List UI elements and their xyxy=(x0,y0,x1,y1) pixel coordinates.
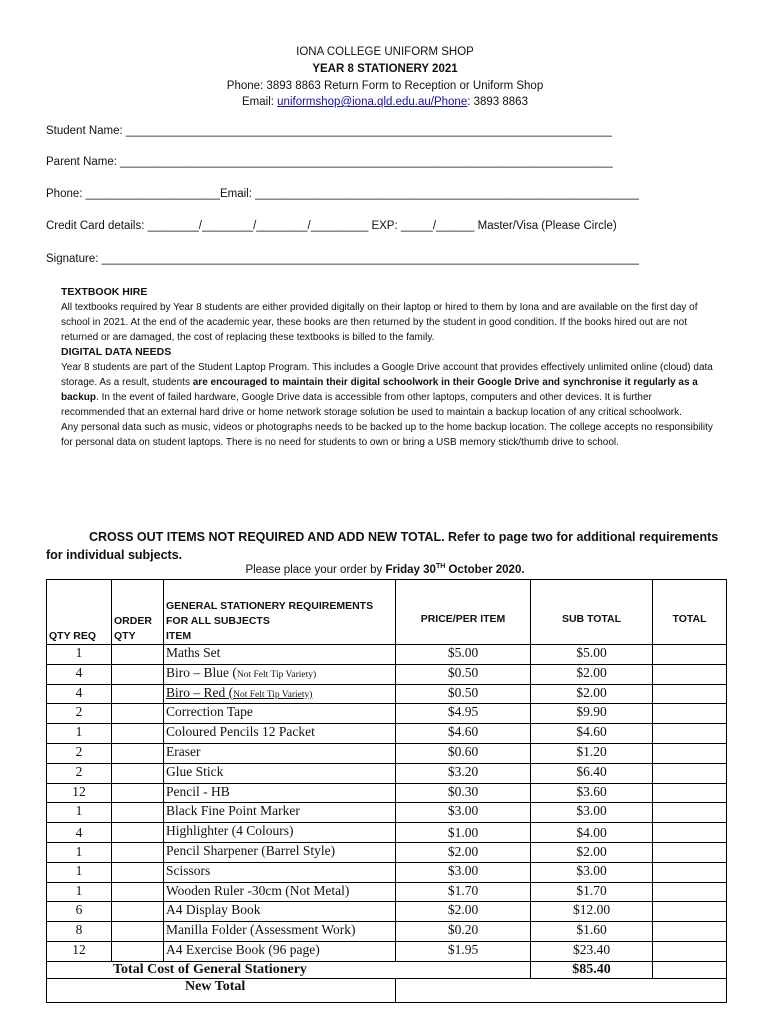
qty-cell: 8 xyxy=(47,922,112,942)
item-name: Scissors xyxy=(166,862,211,878)
price-cell: $3.20 xyxy=(396,763,531,783)
table-row xyxy=(47,724,727,744)
table-row xyxy=(47,941,727,961)
price-cell: $3.00 xyxy=(396,803,531,823)
header-phone: Phone: 3893 8863 Return Form to Reception or Uniform Shop xyxy=(226,80,544,92)
table-row xyxy=(47,862,727,882)
order-qty-cell[interactable] xyxy=(112,902,164,922)
col-total: TOTAL xyxy=(653,580,727,645)
total-cell[interactable] xyxy=(653,842,727,862)
new-total-label: New Total xyxy=(47,978,396,1002)
cross-out-instruction: CROSS OUT ITEMS NOT REQUIRED AND ADD NEW TOTAL. Refer to page two for additional requirements for individual subjects. xyxy=(46,530,719,562)
price-cell: $1.00 xyxy=(396,823,531,843)
price-cell: $3.00 xyxy=(396,862,531,882)
item-name: Wooden Ruler -30cm (Not Metal) xyxy=(166,882,350,898)
signature-field[interactable]: Signature: ____________________________________________________________________________________ xyxy=(46,253,639,265)
table-row xyxy=(47,763,727,783)
table-row xyxy=(47,882,727,902)
item-name-cell xyxy=(164,941,396,961)
item-name-cell xyxy=(164,724,396,744)
item-name-cell xyxy=(164,704,396,724)
order-deadline: Please place your order by Friday 30TH October 2020. xyxy=(245,563,525,576)
qty-cell: 2 xyxy=(47,743,112,763)
order-qty-cell[interactable] xyxy=(112,803,164,823)
item-note: Not Felt Tip Variety) xyxy=(233,689,313,700)
subtotal-cell: $1.20 xyxy=(531,743,653,763)
subtotal-cell: $2.00 xyxy=(531,842,653,862)
table-row xyxy=(47,922,727,942)
table-row xyxy=(47,842,727,862)
item-name: Manilla Folder (Assessment Work) xyxy=(166,922,356,938)
total-cell[interactable] xyxy=(653,823,727,843)
textbook-hire-heading: TEXTBOOK HIRE xyxy=(61,286,148,298)
total-label: Total Cost of General Stationery xyxy=(47,961,531,978)
email-suffix: : 3893 8863 xyxy=(467,96,528,108)
total-cell[interactable] xyxy=(653,902,727,922)
order-qty-cell[interactable] xyxy=(112,684,164,704)
subtotal-cell: $4.00 xyxy=(531,823,653,843)
item-name-cell xyxy=(164,922,396,942)
item-name-cell xyxy=(164,763,396,783)
price-cell: $1.70 xyxy=(396,882,531,902)
qty-cell: 2 xyxy=(47,763,112,783)
subtotal-cell: $2.00 xyxy=(531,664,653,684)
total-cell[interactable] xyxy=(653,803,727,823)
phone-email-field[interactable]: Phone: _____________________Email: ____________________________________________________________ xyxy=(46,188,639,200)
item-name: Pencil Sharpener (Barrel Style) xyxy=(166,842,336,858)
price-cell: $4.60 xyxy=(396,724,531,744)
total-cell[interactable] xyxy=(653,862,727,882)
item-name-cell xyxy=(164,842,396,862)
qty-cell: 6 xyxy=(47,902,112,922)
total-cell[interactable] xyxy=(653,922,727,942)
item-name: Glue Stick xyxy=(166,763,224,779)
subtotal-cell: $23.40 xyxy=(531,941,653,961)
item-name: Eraser xyxy=(166,743,201,759)
item-name-cell xyxy=(164,664,396,684)
item-name-cell xyxy=(164,823,396,843)
qty-cell: 1 xyxy=(47,882,112,902)
new-total-cell[interactable] xyxy=(396,978,727,1002)
price-cell: $1.95 xyxy=(396,941,531,961)
table-header-row xyxy=(47,580,727,645)
price-cell: $0.50 xyxy=(396,664,531,684)
item-name: Correction Tape xyxy=(166,704,253,720)
item-name: Coloured Pencils 12 Packet xyxy=(166,724,315,740)
col-order-qty: ORDER QTY xyxy=(112,580,164,645)
email-prefix: Email: xyxy=(242,96,278,108)
order-qty-cell[interactable] xyxy=(112,664,164,684)
order-qty-cell[interactable] xyxy=(112,941,164,961)
credit-card-field[interactable]: Credit Card details: ________/________/________/_________ EXP: _____/______ Master/Visa (Please Circle) xyxy=(46,220,617,232)
price-cell: $5.00 xyxy=(396,645,531,665)
qty-cell: 1 xyxy=(47,862,112,882)
table-row xyxy=(47,684,727,704)
price-cell: $0.60 xyxy=(396,743,531,763)
subtotal-cell: $2.00 xyxy=(531,684,653,704)
table-row xyxy=(47,743,727,763)
total-cell[interactable] xyxy=(653,882,727,902)
item-name: Biro – Blue ( xyxy=(166,664,237,680)
item-name-cell xyxy=(164,882,396,902)
subtotal-cell: $6.40 xyxy=(531,763,653,783)
header-email-line xyxy=(0,94,770,110)
item-name: Pencil - HB xyxy=(166,783,230,799)
subtotal-cell: $3.60 xyxy=(531,783,653,803)
parent-name-field[interactable]: Parent Name: _____________________________________________________________________________ xyxy=(46,156,613,168)
header-form-title: YEAR 8 STATIONERY 2021 xyxy=(312,63,458,75)
order-qty-cell[interactable] xyxy=(112,704,164,724)
order-qty-cell[interactable] xyxy=(112,842,164,862)
item-name-cell xyxy=(164,645,396,665)
subtotal-cell: $12.00 xyxy=(531,902,653,922)
item-note: Not Felt Tip Variety) xyxy=(236,669,317,680)
item-name-cell xyxy=(164,862,396,882)
order-qty-cell[interactable] xyxy=(112,783,164,803)
item-name-cell xyxy=(164,743,396,763)
email-link[interactable]: uniformshop@iona.qld.edu.au/Phone xyxy=(277,96,468,108)
order-qty-cell[interactable] xyxy=(112,922,164,942)
total-cell[interactable] xyxy=(653,645,727,665)
item-name: Black Fine Point Marker xyxy=(166,803,300,819)
table-row xyxy=(47,645,727,665)
item-name: Highlighter (4 Colours) xyxy=(166,823,294,839)
item-name: Biro – Red ( xyxy=(166,684,234,700)
order-qty-cell[interactable] xyxy=(112,882,164,902)
digital-data-text-2: Any personal data such as music, videos or photographs needs to be backed up to the home backup location. The college accepts no responsibility for personal data on student laptops. There is no need for students to own or bring a USB memory stick/thumb drive to school. xyxy=(61,422,713,448)
item-name-cell xyxy=(164,684,396,704)
total-cell[interactable] xyxy=(653,704,727,724)
total-empty-cell[interactable] xyxy=(653,961,727,978)
header-shop-name: IONA COLLEGE UNIFORM SHOP xyxy=(296,46,474,58)
order-qty-cell[interactable] xyxy=(112,823,164,843)
subtotal-cell: $9.90 xyxy=(531,704,653,724)
subtotal-cell: $4.60 xyxy=(531,724,653,744)
order-qty-cell[interactable] xyxy=(112,743,164,763)
col-qty-req: QTY REQ xyxy=(47,580,112,645)
new-total-row xyxy=(47,978,727,1002)
order-qty-cell[interactable] xyxy=(112,862,164,882)
price-cell: $0.30 xyxy=(396,783,531,803)
qty-cell: 2 xyxy=(47,704,112,724)
qty-cell: 1 xyxy=(47,803,112,823)
table-row xyxy=(47,704,727,724)
qty-cell: 4 xyxy=(47,684,112,704)
price-cell: $0.50 xyxy=(396,684,531,704)
total-cell[interactable] xyxy=(653,684,727,704)
item-name-cell xyxy=(164,783,396,803)
total-cell[interactable] xyxy=(653,743,727,763)
table-row xyxy=(47,664,727,684)
qty-cell: 4 xyxy=(47,664,112,684)
subtotal-cell: $1.70 xyxy=(531,882,653,902)
total-cell[interactable] xyxy=(653,941,727,961)
total-cell[interactable] xyxy=(653,783,727,803)
order-qty-cell[interactable] xyxy=(112,724,164,744)
qty-cell: 1 xyxy=(47,724,112,744)
stationery-table xyxy=(46,579,727,1003)
total-cell[interactable] xyxy=(653,763,727,783)
price-cell: $4.95 xyxy=(396,704,531,724)
item-name: A4 Exercise Book (96 page) xyxy=(166,941,320,957)
qty-cell: 12 xyxy=(47,941,112,961)
total-row xyxy=(47,961,727,978)
digital-data-heading: DIGITAL DATA NEEDS xyxy=(61,346,172,358)
student-name-field[interactable]: Student Name: ____________________________________________________________________________ xyxy=(46,125,612,137)
digital-data-text: Year 8 students are part of the Student Laptop Program. This includes a Google Drive account that provides effectively unlimited online (cloud) data storage. As a result, students are encouraged to maintain their digital schoolwork in their Google Drive and synchronise it regularly as a backup. In the event of failed hardware, Google Drive data is accessible from other laptops, computers and other devices. It is further recommended that an external hard drive or home network storage solution be used to maintain a backup location of any critical schoolwork. xyxy=(61,362,713,418)
item-name: A4 Display Book xyxy=(166,902,261,918)
col-item: GENERAL STATIONERY REQUIREMENTS FOR ALL SUBJECTS ITEM xyxy=(164,580,396,645)
total-cell[interactable] xyxy=(653,664,727,684)
qty-cell: 4 xyxy=(47,823,112,843)
col-price: PRICE/PER ITEM xyxy=(396,580,531,645)
price-cell: $2.00 xyxy=(396,902,531,922)
table-row xyxy=(47,803,727,823)
table-row xyxy=(47,902,727,922)
item-name-cell xyxy=(164,902,396,922)
textbook-hire-text: All textbooks required by Year 8 students are either provided digitally on their laptop or hired to them by Iona and are available on the first day of school in 2021. At the end of the academic year, these books are then returned by the student in good condition. If the books hired out are not returned or are damaged, the cost of replacing these textbooks is billed to the family. xyxy=(61,302,698,343)
table-row xyxy=(47,783,727,803)
price-cell: $2.00 xyxy=(396,842,531,862)
subtotal-cell: $1.60 xyxy=(531,922,653,942)
qty-cell: 1 xyxy=(47,842,112,862)
col-subtotal: SUB TOTAL xyxy=(531,580,653,645)
total-value: $85.40 xyxy=(531,961,653,978)
order-qty-cell[interactable] xyxy=(112,763,164,783)
item-name-cell xyxy=(164,803,396,823)
item-name: Maths Set xyxy=(166,645,221,660)
order-qty-cell[interactable] xyxy=(112,645,164,665)
qty-cell: 12 xyxy=(47,783,112,803)
total-cell[interactable] xyxy=(653,724,727,744)
qty-cell: 1 xyxy=(47,645,112,665)
table-row xyxy=(47,823,727,843)
price-cell: $0.20 xyxy=(396,922,531,942)
subtotal-cell: $3.00 xyxy=(531,862,653,882)
textbook-hire-section xyxy=(61,285,716,450)
subtotal-cell: $3.00 xyxy=(531,803,653,823)
subtotal-cell: $5.00 xyxy=(531,645,653,665)
